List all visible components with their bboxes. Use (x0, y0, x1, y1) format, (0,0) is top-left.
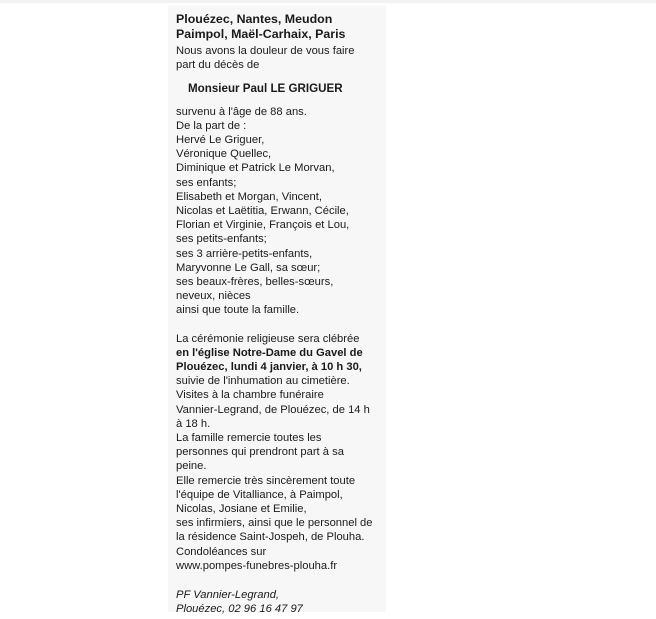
header-line: Paimpol, Maël-Carhaix, Paris (176, 26, 346, 41)
ceremony-line: peine. (176, 460, 207, 473)
family-line: ses 3 arrière-petits-enfants, (176, 247, 313, 260)
condolences-url: www.pompes-funebres-plouha.fr (176, 559, 338, 572)
family-line: neveux, nièces (176, 290, 251, 303)
ceremony-line: La cérémonie religieuse sera clébrée (176, 332, 360, 345)
ceremony-line: la résidence Saint-Jospeh, de Plouha. (176, 531, 365, 544)
family-line: Elisabeth et Morgan, Vincent, (176, 190, 322, 203)
ceremony-line: Elle remercie très sincèrement toute (176, 474, 356, 487)
ceremony-line: ses infirmiers, ainsi que le personnel de (176, 517, 373, 530)
deceased-name: Monsieur Paul LE GRIGUER (188, 81, 343, 95)
header-line: Plouézec, Nantes, Meudon (176, 12, 333, 26)
family-line: De la part de : (176, 119, 247, 132)
spacer (176, 318, 386, 332)
top-bar (0, 0, 656, 3)
ceremony-line: Visites à la chambre funéraire (176, 389, 324, 402)
ceremony-date: Plouézec, lundi 4 janvier, à 10 h 30, (176, 361, 362, 374)
funeral-home-name: PF Vannier-Legrand, (176, 589, 280, 602)
family-line: ainsi que toute la famille. (176, 304, 300, 317)
family-line: ses beaux-frères, belles-sœurs, (176, 276, 334, 289)
intro-line: Nous avons la douleur de vous faire (176, 45, 355, 58)
intro-line: part du décès de (176, 59, 260, 72)
family-line: Véronique Quellec, (176, 148, 272, 161)
ceremony-line: personnes qui prendront part à sa (176, 446, 344, 459)
ceremony-line: à 18 h. (176, 417, 211, 430)
ceremony-line: suivie de l'inhumation au cimetière. (176, 375, 350, 388)
ceremony-line: Vannier-Legrand, de Plouézec, de 14 h (176, 403, 370, 416)
spacer (176, 573, 386, 588)
family-line: Hervé Le Griguer, (176, 134, 265, 146)
family-line: Maryvonne Le Gall, sa sœur; (176, 261, 321, 274)
ceremony-line: La famille remercie toutes les (176, 432, 322, 445)
obituary-column (168, 6, 386, 616)
family-line: Diminique et Patrick Le Morvan, (176, 162, 335, 175)
family-line: ses petits-enfants; (176, 233, 267, 246)
ceremony-line: Condoléances sur (176, 545, 267, 558)
ceremony-location: en l'église Notre-Dame du Gavel de (176, 346, 363, 359)
family-line: ses enfants; (176, 176, 237, 189)
ceremony-line: l'équipe de Vitalliance, à Paimpol, (176, 488, 343, 501)
funeral-home-phone: Plouézec, 02 96 16 47 97 (176, 603, 303, 616)
ceremony-line: Nicolas, Josiane et Emilie, (176, 503, 307, 516)
family-line: Florian et Virginie, François et Lou, (176, 219, 350, 232)
family-line: survenu à l'âge de 88 ans. (176, 105, 307, 118)
family-line: Nicolas et Laëtitia, Erwann, Cécile, (176, 205, 349, 218)
